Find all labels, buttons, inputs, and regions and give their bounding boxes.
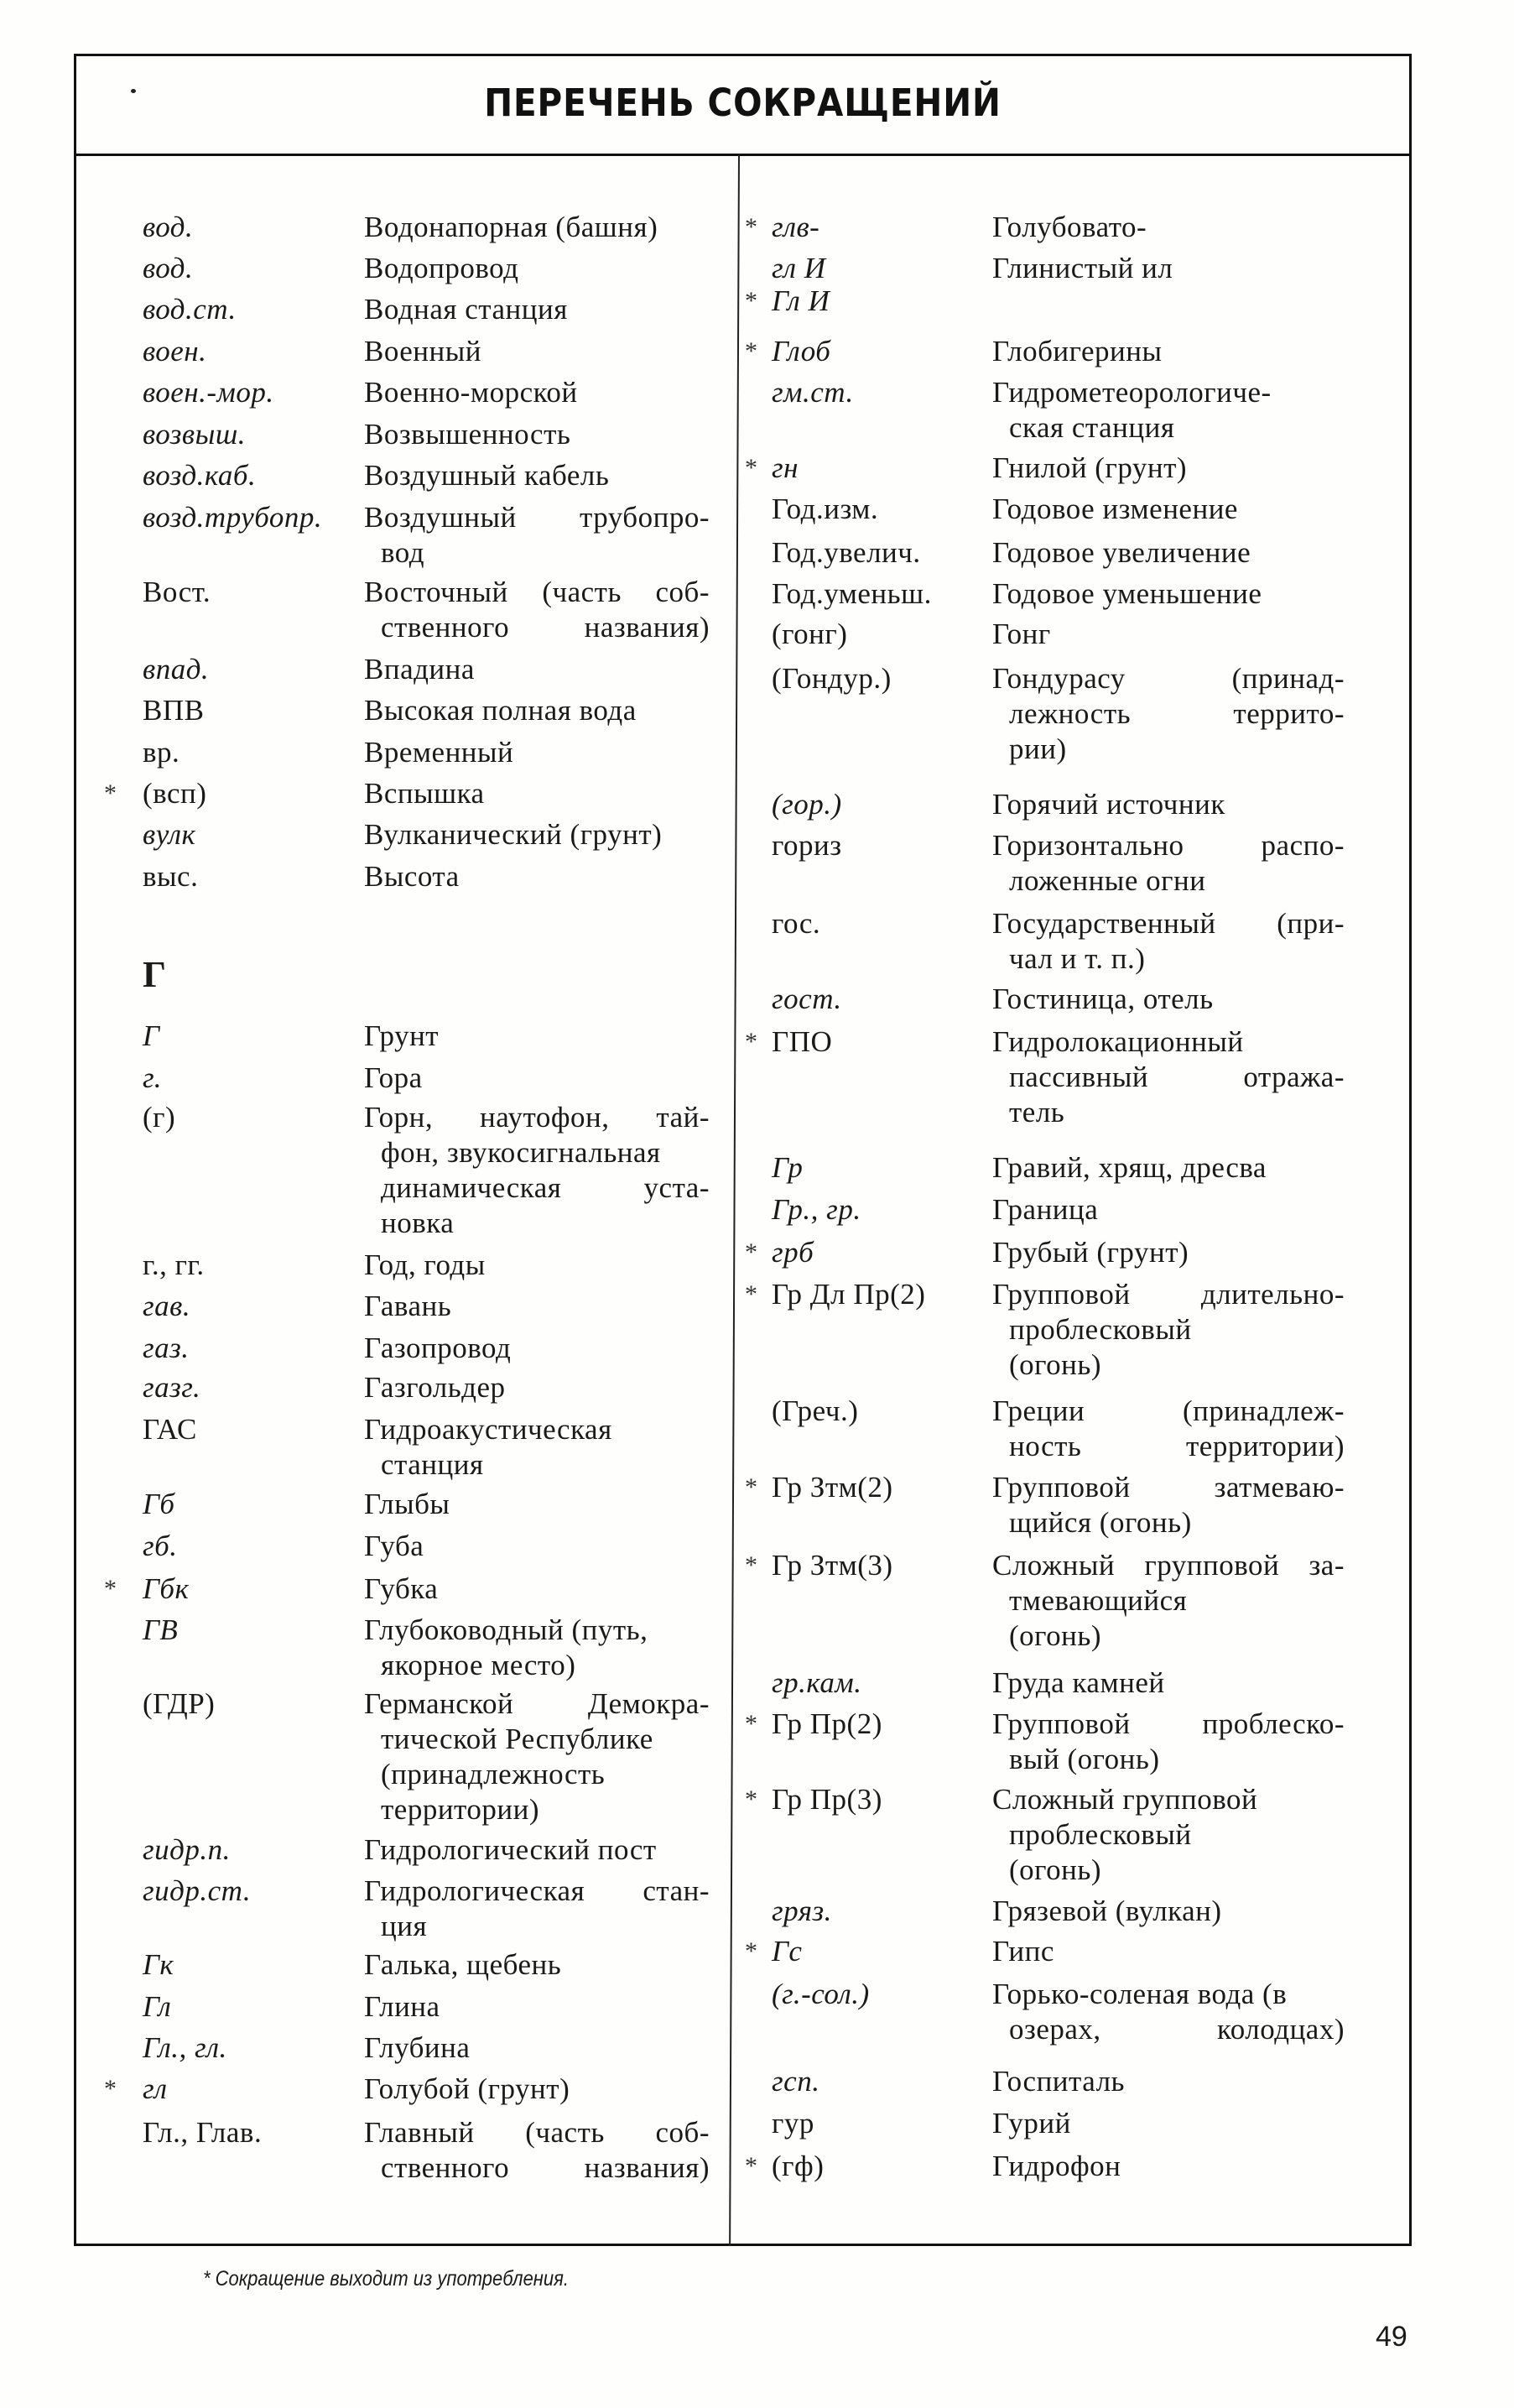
abbreviation: гориз <box>772 829 842 862</box>
definition-line: Вулканический (грунт) <box>364 818 663 851</box>
definition <box>364 1686 710 1827</box>
abbreviation: грб <box>772 1236 814 1269</box>
definition-line: Гора <box>364 1061 423 1094</box>
definition <box>364 776 710 811</box>
definition <box>364 735 710 770</box>
definition-line: Глубина <box>364 2031 471 2064</box>
definition-line: Гидролокационный <box>992 1025 1244 1058</box>
abbreviation: глв- <box>772 211 820 243</box>
definition <box>364 1529 710 1564</box>
definition-line: Воздушный кабель <box>364 459 610 492</box>
definition-line: Групповой длительно- <box>992 1278 1345 1311</box>
definition <box>364 817 710 852</box>
abbreviation: возвыш. <box>143 418 246 451</box>
definition-line: Гидрофон <box>992 2150 1121 2182</box>
definition <box>992 1707 1345 1777</box>
definition-line: Гидроакустическая <box>364 1413 612 1446</box>
definition-line: проблесковый <box>1009 1818 1192 1851</box>
abbreviation: (ГДР) <box>143 1687 216 1720</box>
definition-line: Граница <box>992 1193 1099 1226</box>
definition-line: Груда камней <box>992 1666 1165 1699</box>
definition <box>992 1150 1345 1186</box>
abbreviation: (Гондур.) <box>772 662 892 695</box>
abbreviation: гн <box>772 451 799 484</box>
definition <box>364 417 710 452</box>
definition-line: (огонь) <box>1009 1619 1101 1652</box>
abbreviation: выс. <box>143 860 199 893</box>
definition <box>364 1613 710 1683</box>
definition <box>364 1412 710 1483</box>
definition-line: Высокая полная вода <box>364 694 637 727</box>
footnote: * Сокращение выходит из употребления. <box>203 2267 570 2291</box>
abbreviation: Гр Пр(2) <box>772 1707 882 1740</box>
definition-line: новка <box>381 1207 455 1239</box>
abbreviation: Гр Пр(3) <box>772 1783 882 1816</box>
abbreviation: (гор.) <box>772 788 842 821</box>
definition-line: пассивный отража- <box>1009 1061 1345 1093</box>
definition <box>992 1894 1345 1929</box>
abbreviation: Гр <box>772 1151 804 1184</box>
definition <box>364 652 710 687</box>
abbreviation: гб. <box>143 1530 178 1562</box>
abbreviation: Гбк <box>143 1572 190 1605</box>
definition-line: Глинистый ил <box>992 252 1173 284</box>
definition-line: (огонь) <box>1009 1348 1101 1381</box>
header-rule <box>74 154 1412 156</box>
definition <box>992 906 1345 977</box>
definition <box>992 1024 1345 1130</box>
definition <box>992 1470 1345 1540</box>
definition <box>364 859 710 894</box>
abbreviation: вулк <box>143 818 196 851</box>
abbreviation: ГПО <box>772 1025 833 1058</box>
obsolete-star-marker: * <box>745 1785 758 1813</box>
definition-line: (огонь) <box>1009 1853 1101 1886</box>
definition <box>364 1370 710 1405</box>
definition-line: вый (огонь) <box>1009 1743 1160 1775</box>
abbreviation: (Греч.) <box>772 1394 859 1427</box>
definition <box>992 2064 1345 2099</box>
definition-line: Воздушный трубопро- <box>364 501 710 534</box>
abbreviation: Гс <box>772 1935 803 1968</box>
abbreviation: вод.ст. <box>143 293 237 326</box>
definition <box>992 210 1345 245</box>
definition-line: (принадлежность <box>381 1758 606 1790</box>
obsolete-star-marker: * <box>104 1575 117 1603</box>
definition <box>992 1277 1345 1383</box>
definition-line: Гнилой (грунт) <box>992 451 1188 484</box>
definition <box>992 576 1345 612</box>
definition <box>364 210 710 245</box>
abbreviation: вод. <box>143 211 194 243</box>
definition <box>992 375 1345 446</box>
definition-line: ция <box>381 1910 428 1942</box>
definition <box>992 1665 1345 1701</box>
definition-line: Годовое изменение <box>992 493 1238 525</box>
definition-line: Горн, наутофон, тай- <box>364 1101 710 1134</box>
definition <box>992 1782 1345 1888</box>
abbreviation: гидр.п. <box>143 1833 231 1866</box>
abbreviation: воен.-мор. <box>143 376 274 409</box>
obsolete-star-marker: * <box>745 454 758 482</box>
definition <box>992 1192 1345 1227</box>
abbreviation: ГВ <box>143 1613 179 1646</box>
definition-line: Временный <box>364 736 514 769</box>
obsolete-star-marker: * <box>745 1238 758 1266</box>
definition-line: Глобигерины <box>992 335 1163 367</box>
abbreviation: Гл., гл. <box>143 2031 227 2064</box>
obsolete-star-marker: * <box>745 287 758 315</box>
abbreviation: газг. <box>143 1371 201 1404</box>
definition <box>992 2149 1345 2184</box>
abbreviation: (гф) <box>772 2150 825 2182</box>
definition <box>992 828 1345 899</box>
abbreviation: (г) <box>143 1101 176 1134</box>
definition-line: Сложный групповой <box>992 1783 1258 1816</box>
definition <box>364 375 710 410</box>
definition-line: Водная станция <box>364 293 568 326</box>
definition-line: территории) <box>381 1793 540 1826</box>
definition-line: Год, годы <box>364 1248 486 1281</box>
definition-line: Госпиталь <box>992 2065 1126 2098</box>
definition-line: Горизонтально распо- <box>992 829 1345 862</box>
abbreviation: Гл И <box>772 284 830 317</box>
definition-line: Горячий источник <box>992 788 1225 821</box>
definition <box>364 1331 710 1366</box>
obsolete-star-marker: * <box>745 213 758 241</box>
abbreviation: гл И <box>772 252 826 284</box>
definition <box>364 1571 710 1607</box>
definition-line: Грязевой (вулкан) <box>992 1895 1222 1927</box>
definition <box>992 787 1345 822</box>
definition <box>992 451 1345 486</box>
obsolete-star-marker: * <box>745 1028 758 1055</box>
abbreviation: Гр., гр. <box>772 1193 861 1226</box>
abbreviation: Гр Зтм(2) <box>772 1471 893 1504</box>
obsolete-star-marker: * <box>745 1473 758 1501</box>
definition-line: лежность террито- <box>1009 697 1345 730</box>
abbreviation: Год.уменьш. <box>772 577 932 610</box>
definition <box>364 1100 710 1241</box>
abbreviation: впад. <box>143 653 210 685</box>
definition <box>992 334 1345 369</box>
definition <box>992 2106 1345 2141</box>
definition-line: тмевающийся <box>1009 1584 1188 1617</box>
definition <box>992 1394 1345 1464</box>
definition-line: Сложный групповой за- <box>992 1549 1345 1582</box>
definition-line: Газгольдер <box>364 1371 506 1404</box>
definition-line: якорное место) <box>381 1649 576 1681</box>
definition <box>992 1977 1345 2047</box>
abbreviation: вр. <box>143 736 180 769</box>
abbreviation: Год.увелич. <box>772 536 921 569</box>
definition <box>364 458 710 493</box>
abbreviation: (гонг) <box>772 618 848 650</box>
definition <box>364 1947 710 1983</box>
definition-line: ская станция <box>1009 411 1175 444</box>
definition-line: фон, звукосигнальная <box>381 1136 661 1169</box>
abbreviation: г. <box>143 1061 162 1094</box>
print-speck <box>131 89 136 93</box>
definition-line: ность территории) <box>1009 1430 1345 1462</box>
abbreviation: гм.ст. <box>772 376 854 409</box>
definition-line: Гостиница, отель <box>992 982 1214 1015</box>
definition-line: Глыбы <box>364 1488 450 1520</box>
definition-line: Голубой (грунт) <box>364 2072 570 2105</box>
abbreviation: гос. <box>772 907 821 940</box>
abbreviation: Гр Дл Пр(2) <box>772 1278 926 1311</box>
obsolete-star-marker: * <box>745 1551 758 1579</box>
abbreviation: вод. <box>143 252 194 284</box>
definition <box>364 1832 710 1868</box>
definition-line: Голубовато- <box>992 211 1147 243</box>
abbreviation: возд.каб. <box>143 459 257 492</box>
definition-line: ственного названия) <box>381 2151 710 2184</box>
definition <box>992 1235 1345 1270</box>
definition <box>364 1289 710 1324</box>
definition-line: станция <box>381 1448 484 1481</box>
abbreviation: гур <box>772 2107 814 2140</box>
obsolete-star-marker: * <box>745 1937 758 1965</box>
obsolete-star-marker: * <box>745 1280 758 1308</box>
definition-line: вод <box>381 536 425 569</box>
abbreviation: Гр Зтм(3) <box>772 1549 893 1582</box>
abbreviation: (всп) <box>143 777 207 810</box>
definition <box>364 1019 710 1054</box>
abbreviation: ГАС <box>143 1413 197 1446</box>
definition-line: Военно-морской <box>364 376 578 409</box>
obsolete-star-marker: * <box>745 337 758 365</box>
abbreviation: гидр.ст. <box>143 1874 252 1907</box>
definition-line: Гидрометеорологиче- <box>992 376 1272 409</box>
definition-line: Государственный (при- <box>992 907 1345 940</box>
definition <box>992 617 1345 652</box>
definition <box>364 1874 710 1944</box>
abbreviation: гост. <box>772 982 842 1015</box>
definition-line: Впадина <box>364 653 475 685</box>
abbreviation: ВПВ <box>143 694 205 727</box>
definition-line: Гипс <box>992 1935 1054 1968</box>
abbreviation: газ. <box>143 1332 190 1364</box>
definition-line: Гидрологическая стан- <box>364 1874 710 1907</box>
abbreviation: возд.трубопр. <box>143 501 323 534</box>
definition-line: Гидрологический пост <box>364 1833 657 1866</box>
definition-line: Восточный (часть соб- <box>364 576 710 608</box>
definition-line: чал и т. п.) <box>1009 942 1146 975</box>
obsolete-star-marker: * <box>745 2152 758 2180</box>
definition <box>992 251 1345 286</box>
definition <box>992 1934 1345 1969</box>
definition <box>364 2030 710 2066</box>
definition-line: Грубый (грунт) <box>992 1236 1189 1269</box>
definition-line: щийся (огонь) <box>1009 1506 1192 1539</box>
definition-line: тель <box>1009 1096 1065 1128</box>
definition-line: Губка <box>364 1572 439 1605</box>
definition-line: Групповой затмеваю- <box>992 1471 1345 1504</box>
definition-line: Вспышка <box>364 777 485 810</box>
definition-line: динамическая уста- <box>381 1171 710 1204</box>
definition-line: Глубоководный (путь, <box>364 1613 648 1646</box>
definition-line: Военный <box>364 335 482 367</box>
definition-line: Грунт <box>364 1019 440 1052</box>
definition <box>992 535 1345 571</box>
definition-line: ственного названия) <box>381 611 710 644</box>
definition-line: Возвышенность <box>364 418 571 451</box>
definition-line: Гавань <box>364 1290 452 1322</box>
definition <box>364 2115 710 2186</box>
definition-line: Гонг <box>992 618 1051 650</box>
definition <box>364 1487 710 1522</box>
definition-line: Главный (часть соб- <box>364 2116 710 2149</box>
abbreviation: гл <box>143 2072 168 2105</box>
abbreviation: Гл <box>143 1990 172 2023</box>
abbreviation: гр.кам. <box>772 1666 862 1699</box>
definition <box>364 1989 710 2025</box>
definition <box>364 693 710 728</box>
abbreviation: гряз. <box>772 1895 832 1927</box>
definition-line: проблесковый <box>1009 1313 1192 1346</box>
definition-line: Гондурасу (принад- <box>992 662 1345 695</box>
letter-heading: Г <box>143 954 166 995</box>
obsolete-star-marker: * <box>104 2075 117 2103</box>
abbreviation: г., гг. <box>143 1248 205 1281</box>
abbreviation: Вост. <box>143 576 211 608</box>
page-title: ПЕРЕЧЕНЬ СОКРАЩЕНИЙ <box>484 81 1002 125</box>
definition <box>992 982 1345 1017</box>
definition-line: Газопровод <box>364 1332 512 1364</box>
definition-line: Германской Демокра- <box>364 1687 710 1720</box>
definition-line: Гравий, хрящ, дресва <box>992 1151 1267 1184</box>
abbreviation: Год.изм. <box>772 493 879 525</box>
definition <box>992 1548 1345 1654</box>
definition <box>992 492 1345 527</box>
definition <box>364 334 710 369</box>
abbreviation: гав. <box>143 1290 191 1322</box>
abbreviation: Гк <box>143 1948 174 1981</box>
obsolete-star-marker: * <box>745 1710 758 1738</box>
definition-line: Глина <box>364 1990 440 2023</box>
abbreviation: Гл., Глав. <box>143 2116 263 2149</box>
obsolete-star-marker: * <box>104 779 117 807</box>
definition-line: Губа <box>364 1530 424 1562</box>
definition-line: Галька, щебень <box>364 1948 562 1981</box>
abbreviation: Г <box>143 1019 160 1052</box>
definition <box>992 661 1345 767</box>
abbreviation: (г.-сол.) <box>772 1978 870 2010</box>
definition <box>364 575 710 645</box>
definition-line: рии) <box>1009 732 1067 765</box>
definition-line: Греции (принадлеж- <box>992 1394 1345 1427</box>
definition-line: Горько-соленая вода (в <box>992 1978 1288 2010</box>
definition <box>364 1061 710 1096</box>
definition-line: Водонапорная (башня) <box>364 211 658 243</box>
abbreviation: Глоб <box>772 335 831 367</box>
definition <box>364 251 710 286</box>
definition <box>364 2072 710 2107</box>
definition-line: Групповой проблеско- <box>992 1707 1345 1740</box>
definition <box>364 292 710 327</box>
definition-line: тической Республике <box>381 1723 653 1755</box>
definition-line: Годовое увеличение <box>992 536 1251 569</box>
abbreviation: гсп. <box>772 2065 820 2098</box>
definition-line: Гурий <box>992 2107 1071 2140</box>
abbreviation: Гб <box>143 1488 175 1520</box>
definition-line: озерах, колодцах) <box>1009 2013 1345 2046</box>
definition <box>364 500 710 571</box>
definition-line: Водопровод <box>364 252 519 284</box>
definition-line: Высота <box>364 860 460 893</box>
definition-line: ложенные огни <box>1009 864 1206 897</box>
page-number: 49 <box>1376 2321 1407 2353</box>
abbreviation: воен. <box>143 335 207 367</box>
definition <box>364 1248 710 1283</box>
definition-line: Годовое уменьшение <box>992 577 1262 610</box>
